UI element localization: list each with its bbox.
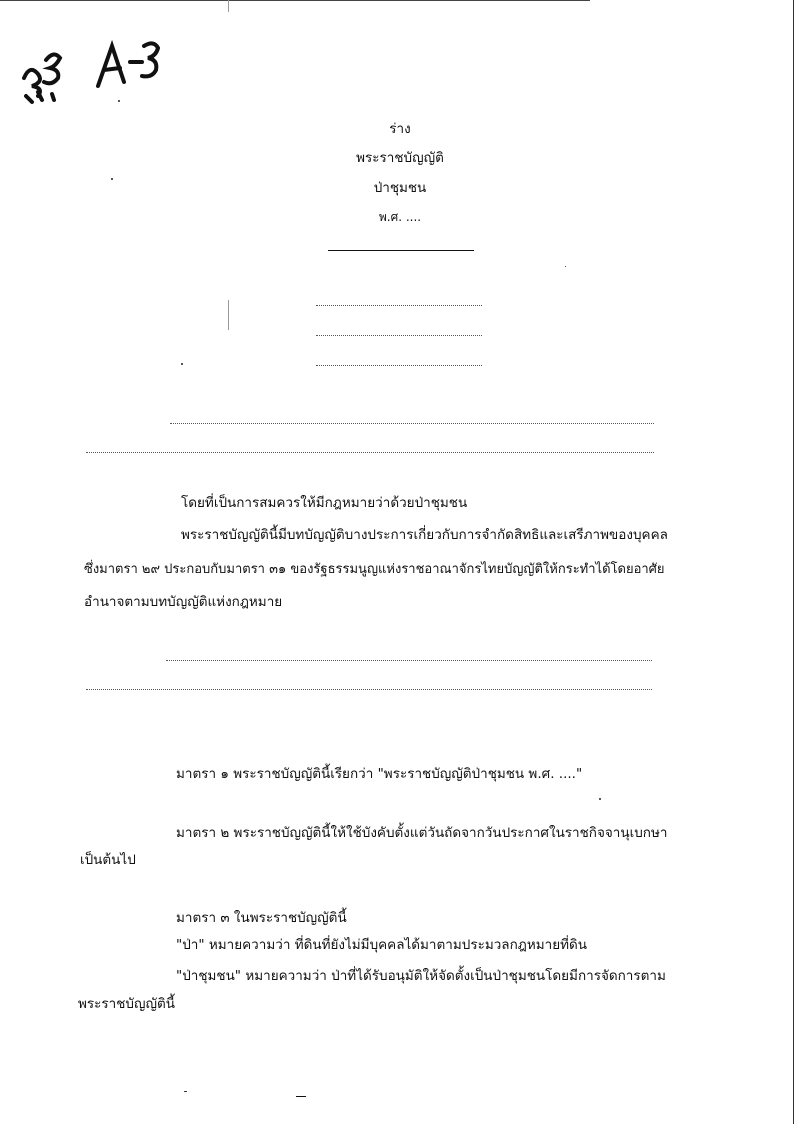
dotted-line — [316, 335, 482, 336]
scan-speck — [184, 1091, 187, 1092]
scan-speck — [118, 100, 120, 102]
dotted-line — [170, 423, 654, 424]
dotted-line — [316, 365, 482, 366]
scan-speck — [599, 798, 601, 800]
preamble-line: อำนาจตามบทบัญญัติแห่งกฎหมาย — [84, 594, 283, 610]
scan-speck — [181, 363, 183, 365]
section-3: มาตรา ๓ ในพระราชบัญญัตินี้ — [176, 910, 347, 926]
handwritten-stamp — [18, 30, 168, 114]
section-2: มาตรา ๒ พระราชบัญญัตินี้ให้ใช้บังคับตั้งแต่วันถัดจากวันประกาศในราชกิจจานุเบกษา — [176, 825, 668, 841]
scan-speck — [565, 266, 566, 267]
dotted-line — [86, 689, 652, 690]
dotted-line — [166, 660, 652, 661]
preamble-line: พระราชบัญญัตินี้มีบทบัญญัติบางประการเกี่ยวกับการจำกัดสิทธิและเสรีภาพของบุคคล — [181, 527, 668, 543]
definition-community-forest: "ป่าชุมชน" หมายความว่า ป่าที่ได้รับอนุมัติให้จัดตั้งเป็นป่าชุมชนโดยมีการจัดการตาม — [176, 968, 666, 984]
section-2-continuation: เป็นต้นไป — [80, 852, 136, 868]
dotted-line — [316, 305, 482, 306]
scan-speck — [296, 1096, 306, 1097]
act-name: ป่าชุมชน — [373, 180, 427, 196]
scan-speck — [111, 178, 113, 180]
preamble-line: ซึ่งมาตรา ๒๙ ประกอบกับมาตรา ๓๑ ของรัฐธรรมนูญแห่งราชอาณาจักรไทยบัญญัติให้กระทำได้โดยอาศัย — [84, 562, 665, 577]
act-year: พ.ศ. .... — [378, 210, 422, 224]
preamble-line: โดยที่เป็นการสมควรให้มีกฎหมายว่าด้วยป่าชุมชน — [181, 495, 468, 511]
scan-mark — [228, 300, 229, 330]
definition-community-forest-continuation: พระราชบัญญัตินี้ — [78, 996, 175, 1012]
scan-edge-top — [0, 0, 590, 1]
scan-mark — [228, 0, 229, 12]
handwritten-mark-icon — [18, 30, 168, 110]
section-1: มาตรา ๑ พระราชบัญญัตินี้เรียกว่า "พระราชบัญญัติป่าชุมชน พ.ศ. ...." — [176, 766, 583, 782]
definition-forest: "ป่า" หมายความว่า ที่ดินที่ยังไม่มีบุคคลได้มาตามประมวลกฎหมายที่ดิน — [176, 937, 588, 953]
scan-edge-right — [793, 0, 794, 1124]
draft-label: ร่าง — [389, 121, 411, 137]
act-type: พระราชบัญญัติ — [356, 150, 444, 166]
title-underline — [328, 250, 474, 251]
dotted-line — [86, 452, 654, 453]
